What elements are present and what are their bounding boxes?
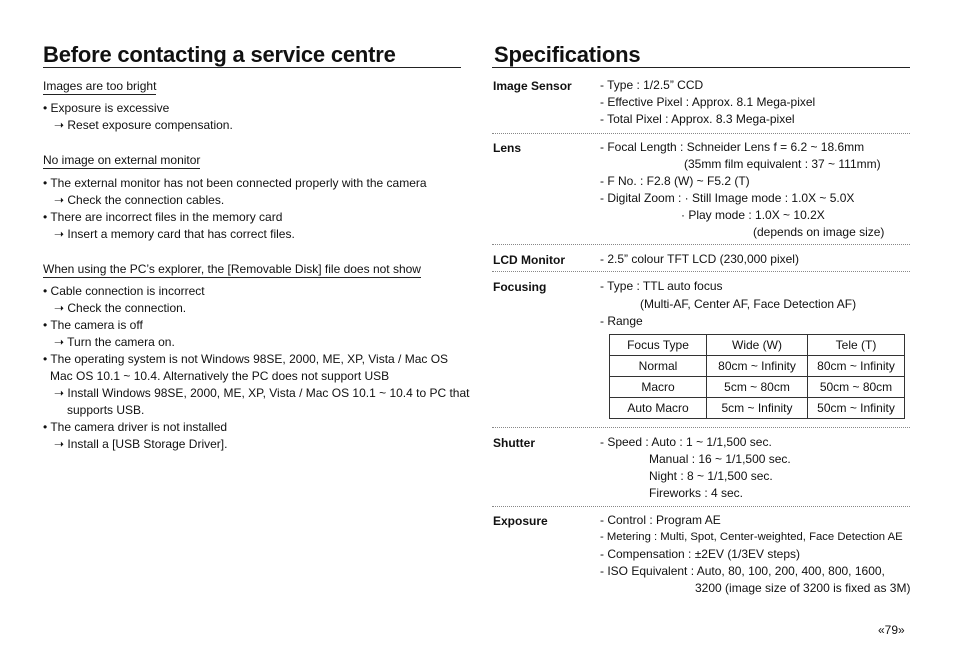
row-divider <box>492 133 910 134</box>
table-header: Tele (T) <box>808 335 905 356</box>
section-heading-no-image: No image on external monitor <box>43 153 201 167</box>
list-item: ➝ Insert a memory card that has correct files. <box>54 227 295 241</box>
spec-label-exposure: Exposure <box>493 514 548 528</box>
list-item: • The camera is off <box>43 318 143 332</box>
table-cell: 50cm ~ Infinity <box>808 398 905 419</box>
row-divider <box>492 271 910 272</box>
table-row <box>610 377 905 398</box>
spec-label-image-sensor: Image Sensor <box>493 79 572 93</box>
row-divider <box>492 506 910 507</box>
spec-line: 3200 (image size of 3200 is fixed as 3M) <box>695 581 911 595</box>
focus-range-table <box>609 334 905 419</box>
table-header-row <box>610 335 905 356</box>
page-number: «79» <box>878 623 905 637</box>
spec-line: - ISO Equivalent : Auto, 80, 100, 200, 400, 800, 1600, <box>600 564 885 578</box>
spec-line: Fireworks : 4 sec. <box>649 486 744 500</box>
spec-label-focusing: Focusing <box>493 280 547 294</box>
list-item: ➝ Install a [USB Storage Driver]. <box>54 437 228 451</box>
table-row <box>610 356 905 377</box>
table-cell: Normal <box>610 356 707 377</box>
spec-line: (35mm film equivalent : 37 ~ 111mm) <box>684 157 881 171</box>
list-item: • Cable connection is incorrect <box>43 284 205 298</box>
spec-line: - 2.5” colour TFT LCD (230,000 pixel) <box>600 252 799 266</box>
spec-line: - Focal Length : Schneider Lens f = 6.2 ~ 18.6mm <box>600 140 865 154</box>
list-item: • There are incorrect files in the memory card <box>43 210 283 224</box>
list-item: • Exposure is excessive <box>43 101 170 115</box>
spec-line: - Digital Zoom : · Still Image mode : 1.0X ~ 5.0X <box>600 191 855 205</box>
spec-label-shutter: Shutter <box>493 436 535 450</box>
spec-line: Night : 8 ~ 1/1,500 sec. <box>649 469 773 483</box>
table-header: Focus Type <box>610 335 707 356</box>
left-page-title: Before contacting a service centre <box>43 42 396 67</box>
list-item: • The external monitor has not been connected properly with the camera <box>43 176 427 190</box>
spec-line: (Multi-AF, Center AF, Face Detection AF) <box>640 297 857 311</box>
spec-line: - Total Pixel : Approx. 8.3 Mega-pixel <box>600 112 795 126</box>
table-cell: 5cm ~ 80cm <box>707 377 808 398</box>
list-item: ➝ Install Windows 98SE, 2000, ME, XP, Vista / Mac OS 10.1 ~ 10.4 to PC that <box>54 386 470 400</box>
section-heading-too-bright: Images are too bright <box>43 79 157 93</box>
spec-line: - Control : Program AE <box>600 513 721 527</box>
table-row <box>610 398 905 419</box>
row-divider <box>492 427 910 428</box>
spec-line: - F No. : F2.8 (W) ~ F5.2 (T) <box>600 174 750 188</box>
spec-line: - Type : TTL auto focus <box>600 279 723 293</box>
list-item: • The operating system is not Windows 98SE, 2000, ME, XP, Vista / Mac OS <box>43 352 449 366</box>
table-cell: Auto Macro <box>610 398 707 419</box>
spec-line: - Type : 1/2.5” CCD <box>600 78 704 92</box>
list-item: Mac OS 10.1 ~ 10.4. Alternatively the PC does not support USB <box>50 369 390 383</box>
spec-line: - Speed : Auto : 1 ~ 1/1,500 sec. <box>600 435 772 449</box>
spec-line: Manual : 16 ~ 1/1,500 sec. <box>649 452 791 466</box>
list-item: ➝ Turn the camera on. <box>54 335 175 349</box>
spec-line: (depends on image size) <box>753 225 885 239</box>
spec-line: - Metering : Multi, Spot, Center-weighted, Face Detection AE <box>600 531 903 543</box>
spec-line: · Play mode : 1.0X ~ 10.2X <box>681 208 825 222</box>
spec-line: - Range <box>600 314 643 328</box>
table-cell: 5cm ~ Infinity <box>707 398 808 419</box>
left-title-rule <box>43 67 461 68</box>
list-item: supports USB. <box>67 403 145 417</box>
table-cell: 50cm ~ 80cm <box>808 377 905 398</box>
spec-label-lcd-monitor: LCD Monitor <box>493 253 565 267</box>
table-cell: Macro <box>610 377 707 398</box>
row-divider <box>492 244 910 245</box>
list-item: • The camera driver is not installed <box>43 420 228 434</box>
right-page-title: Specifications <box>494 42 641 67</box>
table-header: Wide (W) <box>707 335 808 356</box>
spec-label-lens: Lens <box>493 141 522 155</box>
right-title-rule <box>492 67 910 68</box>
list-item: ➝ Check the connection. <box>54 301 187 315</box>
spec-line: - Effective Pixel : Approx. 8.1 Mega-pixel <box>600 95 816 109</box>
table-cell: 80cm ~ Infinity <box>707 356 808 377</box>
section-heading-removable-disk: When using the PC’s explorer, the [Removable Disk] file does not show <box>43 262 421 276</box>
spec-line: - Compensation : ±2EV (1/3EV steps) <box>600 547 801 561</box>
list-item: ➝ Reset exposure compensation. <box>54 118 233 132</box>
table-cell: 80cm ~ Infinity <box>808 356 905 377</box>
list-item: ➝ Check the connection cables. <box>54 193 225 207</box>
